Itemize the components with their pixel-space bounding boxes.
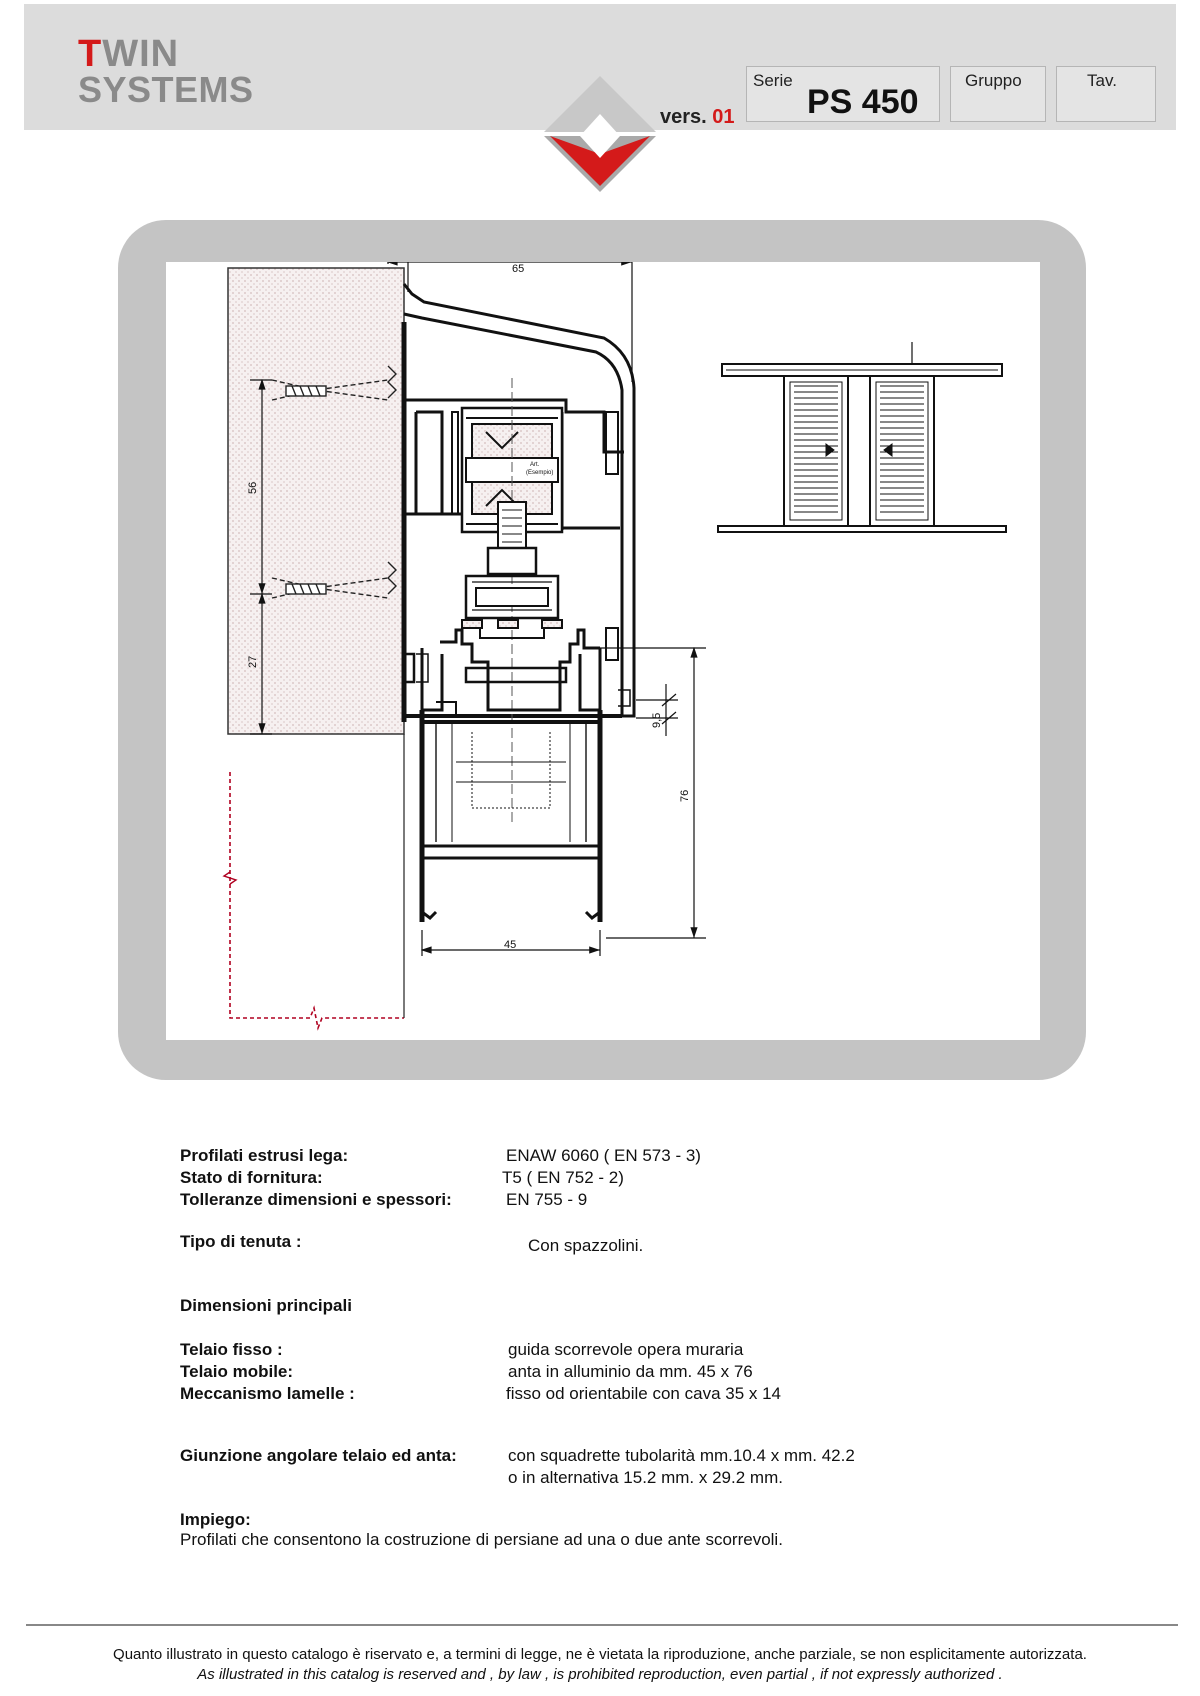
telaio-mobile-label: Telaio mobile: bbox=[180, 1362, 294, 1381]
dim-27-label: 27 bbox=[247, 655, 259, 668]
brand-logo-text bbox=[78, 33, 254, 110]
part-label-2: (Esempio) bbox=[526, 470, 554, 476]
tav-box bbox=[1056, 66, 1156, 122]
telaio-mobile-value: anta in alluminio da mm. 45 x 76 bbox=[508, 1362, 753, 1381]
tolleranze-label: Tolleranze dimensioni e spessori: bbox=[180, 1190, 452, 1209]
diamond-logo-icon bbox=[540, 74, 660, 204]
giunzione-value-2: o in alternativa 15.2 mm. x 29.2 mm. bbox=[508, 1468, 783, 1487]
brand-word-systems: SYSTEMS bbox=[78, 69, 254, 110]
version-label bbox=[660, 106, 735, 129]
shutter-elevation-thumbnail bbox=[718, 342, 1006, 532]
serie-box bbox=[746, 66, 940, 122]
stato-value: T5 ( EN 752 - 2) bbox=[502, 1168, 624, 1187]
telaio-fisso-label: Telaio fisso : bbox=[180, 1340, 283, 1359]
footer-notice-en: As illustrated in this catalog is reserved and , by law , is prohibited reproduction, even partial , if not expressly authorized . bbox=[197, 1666, 1003, 1683]
roller-carriage bbox=[462, 378, 562, 822]
profilati-value: ENAW 6060 ( EN 573 - 3) bbox=[506, 1146, 701, 1165]
dimensioni-heading: Dimensioni principali bbox=[180, 1296, 352, 1315]
stato-label: Stato di fornitura: bbox=[180, 1168, 323, 1187]
serie-value: PS 450 bbox=[807, 83, 919, 121]
dim-76-label: 76 bbox=[679, 789, 691, 802]
moving-sash-profile bbox=[422, 630, 600, 922]
telaio-fisso-value: guida scorrevole opera muraria bbox=[508, 1340, 744, 1359]
tav-label: Tav. bbox=[1087, 71, 1117, 90]
impiego-label: Impiego: bbox=[180, 1510, 251, 1529]
footer-notice-it: Quanto illustrato in questo catalogo è riservato e, a termini di legge, ne è vietata la riproduzione, anche parziale, se non esplicitamente autorizzata. bbox=[113, 1646, 1087, 1663]
version-number: 01 bbox=[712, 106, 735, 128]
meccanismo-label: Meccanismo lamelle : bbox=[180, 1384, 355, 1403]
tenuta-value: Con spazzolini. bbox=[528, 1236, 644, 1255]
dim-45-label: 45 bbox=[504, 939, 517, 951]
serie-label: Serie bbox=[753, 71, 793, 90]
technical-section-drawing bbox=[166, 262, 1040, 1040]
dim-9-5-label: 9,5 bbox=[651, 712, 663, 728]
meccanismo-value: fisso od orientabile con cava 35 x 14 bbox=[506, 1384, 782, 1403]
impiego-value: Profilati che consentono la costruzione di persiane ad una o due ante scorrevoli. bbox=[180, 1530, 783, 1549]
footer-rule bbox=[26, 1624, 1178, 1626]
dim-56-label: 56 bbox=[247, 481, 259, 494]
tolleranze-value: EN 755 - 9 bbox=[506, 1190, 588, 1209]
dim-65-label: 65 bbox=[512, 263, 525, 275]
brand-word-win: WIN bbox=[102, 33, 180, 75]
giunzione-label: Giunzione angolare telaio ed anta: bbox=[180, 1446, 457, 1465]
tenuta-label: Tipo di tenuta : bbox=[180, 1232, 302, 1251]
brand-letter-t: T bbox=[78, 33, 103, 75]
gruppo-box bbox=[950, 66, 1046, 122]
gruppo-label: Gruppo bbox=[965, 71, 1022, 90]
version-text: vers. bbox=[660, 106, 707, 128]
profilati-label: Profilati estrusi lega: bbox=[180, 1146, 349, 1165]
giunzione-value-1: con squadrette tubolarità mm.10.4 x mm. 42.2 bbox=[508, 1446, 855, 1465]
part-label-1: Art. bbox=[530, 462, 540, 468]
